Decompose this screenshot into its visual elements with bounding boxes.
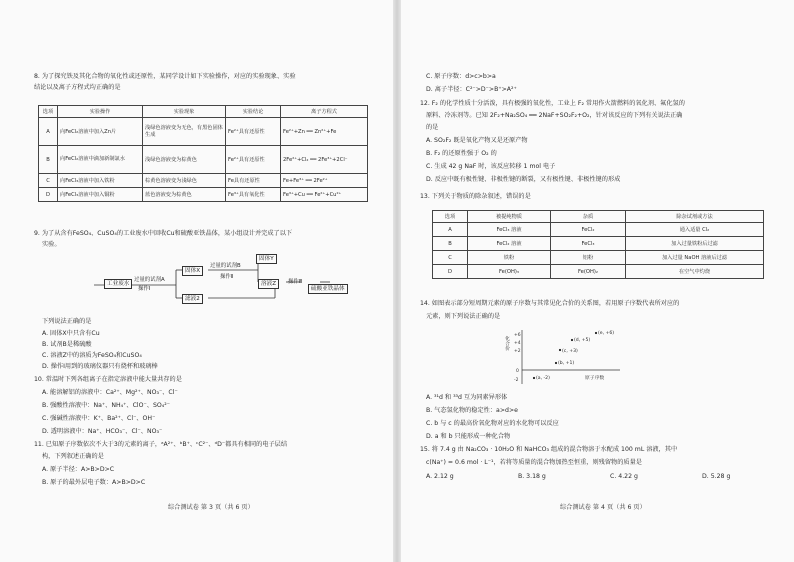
q14-stem-line1: 14. 如图表示部分短周期元素的原子序数与其常见化合价的关系图，若用原子序数代表所对应的	[420, 300, 680, 307]
q14-point-label-a: (a, -2)	[536, 376, 550, 381]
table-cell: 向FeCl₂溶液中滴加新制氯水	[58, 146, 143, 174]
table-cell: Fe³⁺具有氧化性	[226, 188, 281, 202]
tick-label: +2	[514, 349, 521, 354]
q8-header: 实验结论	[226, 106, 281, 118]
q13-header: 被提纯物质	[468, 211, 551, 223]
table-cell: B	[39, 146, 58, 174]
q10-option-d: D. 透明溶液中：Na⁺、HCO₃⁻、Cl⁻、NO₃⁻	[42, 428, 163, 435]
tick-label: 0	[516, 369, 519, 374]
table-cell: Fe³⁺+Cu ══ Fe²⁺+Cu²⁺	[281, 188, 368, 202]
table-cell: 在空气中灼烧	[626, 265, 764, 279]
tick-label: +4	[514, 341, 521, 346]
q12-option-d: D. 反应中既有极性键、非极性键的断裂，又有极性键、非极性键的形成	[426, 176, 621, 183]
q14-point-label-c: (c, +3)	[562, 349, 578, 354]
table-cell: Fe(OH)₃	[468, 265, 551, 279]
page-4-footer: 综合测试卷 第 4 页（共 6 页）	[560, 504, 646, 511]
table-cell: Fe²⁺具有还原性	[226, 146, 281, 174]
point-d	[571, 339, 573, 341]
q10-stem: 10. 常温时下列各组离子在指定溶液中能大量共存的是	[34, 376, 182, 383]
q15-option-b: B. 3.18 g	[518, 473, 546, 480]
q8-header: 选项	[39, 106, 58, 118]
table-cell: 加入过量铁粉后过滤	[626, 237, 764, 251]
q13-header: 杂质	[551, 211, 626, 223]
q11-option-d: D. 离子半径：C²⁻>D⁻>B⁺>A²⁺	[426, 86, 517, 93]
table-cell: FeCl₂	[551, 223, 626, 237]
table-cell: 向FeCl₂溶液中加入Zn片	[58, 118, 143, 146]
q8-table	[38, 105, 368, 202]
q15-stem-line1: 15. 将 7.4 g 由 Na₂CO₃ · 10H₂O 和 NaHCO₃ 组成的混合物溶于水配成 100 mL 溶液，其中	[420, 446, 678, 453]
flow-reagent-a: 过量的试剂A	[134, 277, 165, 283]
q11-option-b: B. 原子的最外层电子数：A>B>D>C	[42, 479, 146, 486]
q14-point-label-b: (b, +1)	[558, 361, 575, 366]
q11-stem-line2: 构，下列叙述正确的是	[42, 453, 104, 460]
q8-stem-line1: 8. 为了探究铁及其化合物的氧化性或还原性，某同学设计如下实验操作，对应的实验现象、实验	[34, 73, 296, 80]
table-cell: FeCl₂ 溶液	[468, 237, 551, 251]
table-cell: A	[39, 118, 58, 146]
table-cell: Fe²⁺+Zn ══ Zn²⁺+Fe	[281, 118, 368, 146]
q13-header: 除杂试剂或方法	[626, 211, 764, 223]
tick-label: +6	[514, 333, 521, 338]
q9-option-b: B. 试剂B是稀硫酸	[42, 341, 92, 348]
q11-option-c: C. 原子序数：d>c>b>a	[426, 73, 496, 80]
q11-stem-line1: 11. 已知原子序数依次不大于3的元素的离子，ᵃA²⁺、ᵇB⁺、ᶜC²⁻、ᵈD⁻都具有相同的电子层结	[34, 441, 288, 448]
point-c	[559, 349, 561, 351]
point-b	[555, 362, 557, 364]
table-row	[39, 118, 368, 146]
table-cell: Fe+Fe³⁺ ══ 2Fe²⁺	[281, 174, 368, 188]
table-cell: C	[39, 174, 58, 188]
q9-prompt: 下列说法正确的是	[42, 318, 92, 325]
table-cell: 加入过量 NaOH 溶液后过滤	[626, 251, 764, 265]
table-cell: 向FeCl₃溶液中加入铜粉	[58, 188, 143, 202]
table-cell: 铝粉	[551, 251, 626, 265]
q8-stem-line2: 结论以及离子方程式均正确的是	[34, 84, 121, 91]
q9-option-d: D. 操作Ⅰ用到的玻璃仪器只有烧杯和玻璃棒	[42, 363, 158, 370]
q12-option-a: A. SO₂F₂ 既是氧化产物又是还原产物	[426, 137, 528, 144]
q12-option-b: B. F₂ 的还原性强于 O₂ 的	[426, 150, 497, 157]
page-3-footer: 综合测试卷 第 3 页（共 6 页）	[168, 504, 254, 511]
q13-table-header	[433, 211, 764, 223]
q14-option-c: C. b 与 c 的最高价氧化物对应的水化物可以反应	[426, 420, 559, 427]
q12-option-c: C. 生成 42 g NaF 时，该反应转移 1 mol 电子	[426, 163, 556, 170]
point-e	[595, 332, 597, 334]
table-cell: 浅绿色溶液变为棕黄色	[143, 146, 226, 174]
table-cell: D	[433, 265, 468, 279]
flow-solid-x: 固体X	[182, 266, 203, 276]
table-cell: Fe²⁺具有还原性	[226, 118, 281, 146]
flow-product: 硫酸亚铁晶体	[308, 284, 348, 294]
flow-solid-y: 固体Y	[256, 254, 277, 264]
q13-stem: 13. 下列关于物质的除杂叙述，错误的是	[420, 193, 531, 200]
table-row	[39, 146, 368, 174]
flow-op2: 操作Ⅱ	[220, 274, 234, 280]
point-a	[533, 377, 535, 379]
q8-header: 实验现象	[143, 106, 226, 118]
flow-op1: 操作Ⅰ	[138, 286, 151, 292]
q10-option-a: A. 能溶解铝的溶液中：Ca²⁺、Mg²⁺、NO₃⁻、Cl⁻	[42, 389, 178, 396]
table-cell: Fe具有还原性	[226, 174, 281, 188]
q9-stem-line1: 9. 为了从含有FeSO₄、CuSO₄的工业废水中回收Cu和硫酸亚铁晶体，某小组设计并完成了以下	[34, 230, 293, 237]
q14-point-label-d: (d, +5)	[574, 338, 591, 343]
table-cell: B	[433, 237, 468, 251]
flow-op3: 操作Ⅲ	[288, 279, 303, 285]
q14-point-label-e: (e, +6)	[598, 331, 615, 336]
table-row	[433, 223, 764, 237]
q13-header: 选项	[433, 211, 468, 223]
table-row	[433, 237, 764, 251]
q8-header: 实验操作	[58, 106, 143, 118]
table-row	[39, 188, 368, 202]
table-cell: 2Fe²⁺+Cl₂ ══ 2Fe³⁺+2Cl⁻	[281, 146, 368, 174]
q12-stem-line1: 12. F₂ 的化学性质十分活泼，具有极强的氧化性，工业上 F₂ 常用作火箭燃料的氧化剂、氟化氢的	[420, 100, 685, 107]
q15-option-c: C. 4.22 g	[610, 473, 638, 480]
table-row	[433, 265, 764, 279]
table-cell: 蓝色溶液变为棕黄色	[143, 188, 226, 202]
flow-start: 工业废水	[104, 279, 132, 289]
table-row	[433, 251, 764, 265]
table-cell: 向FeCl₃溶液中加入铁粉	[58, 174, 143, 188]
table-cell: A	[433, 223, 468, 237]
q9-stem-line2: 实验。	[42, 241, 61, 248]
table-cell: 棕黄色溶液变为浅绿色	[143, 174, 226, 188]
tick-label: -2	[514, 378, 519, 383]
q9-option-c: C. 溶液Z中的溶质为FeSO₄和CuSO₄	[42, 352, 142, 359]
table-cell: 浅绿色溶液变为无色，有黑色固体生成	[143, 118, 226, 146]
q14-ylabel: 化合价	[504, 336, 509, 351]
table-row	[39, 174, 368, 188]
q11-option-a: A. 原子半径：A>B>D>C	[42, 466, 115, 473]
table-cell: C	[433, 251, 468, 265]
q10-option-b: B. 强酸性溶液中：Na⁺、NH₄⁺、ClO⁻、SO₄²⁻	[42, 402, 170, 409]
q14-option-b: B. 气态氢化物的稳定性：a>d>e	[426, 407, 518, 414]
table-cell: FeCl₃ 溶液	[468, 223, 551, 237]
q15-option-d: D. 5.28 g	[702, 473, 731, 480]
flow-solution-z: 溶液Z	[258, 279, 279, 289]
table-cell: Fe(OH)₂	[551, 265, 626, 279]
q13-table	[432, 210, 764, 279]
q10-option-c: C. 强碱性溶液中：K⁺、Ba²⁺、Cl⁻、OH⁻	[42, 415, 156, 422]
table-cell: 铁粉	[468, 251, 551, 265]
q12-stem-line3: 的是	[426, 124, 439, 131]
page-4	[397, 0, 794, 562]
q14-option-d: D. a 和 b 只能形成一种化合物	[426, 433, 511, 440]
q15-option-a: A. 2.12 g	[426, 473, 454, 480]
table-cell: 通入适量 Cl₂	[626, 223, 764, 237]
q8-table-header	[39, 106, 368, 118]
q12-stem-line2: 原料、冷冻剂等。已知 2F₂+Na₂SO₄ ══ 2NaF+SO₂F₂+O₂，针对该反应的下列有关说法正确	[426, 112, 683, 119]
q8-header: 离子方程式	[281, 106, 368, 118]
flow-reagent-b: 过量的试剂B	[210, 263, 241, 269]
q15-stem-line2: c(Na⁺) = 0.6 mol · L⁻¹，若将等质量的混合物加热至恒重，则残留物的质量是	[426, 459, 642, 466]
table-cell: FeCl₃	[551, 237, 626, 251]
q14-option-a: A. ³¹d 和 ³³d 互为同素异形体	[426, 394, 508, 401]
table-cell: D	[39, 188, 58, 202]
q9-option-a: A. 固体X中只含有Cu	[42, 330, 100, 337]
q14-xlabel: 原子序数	[585, 376, 605, 381]
flow-filtrate-2: 滤液2	[182, 294, 203, 304]
q14-stem-line2: 元素，则下列说法正确的是	[426, 313, 501, 320]
page-gutter	[393, 0, 401, 562]
